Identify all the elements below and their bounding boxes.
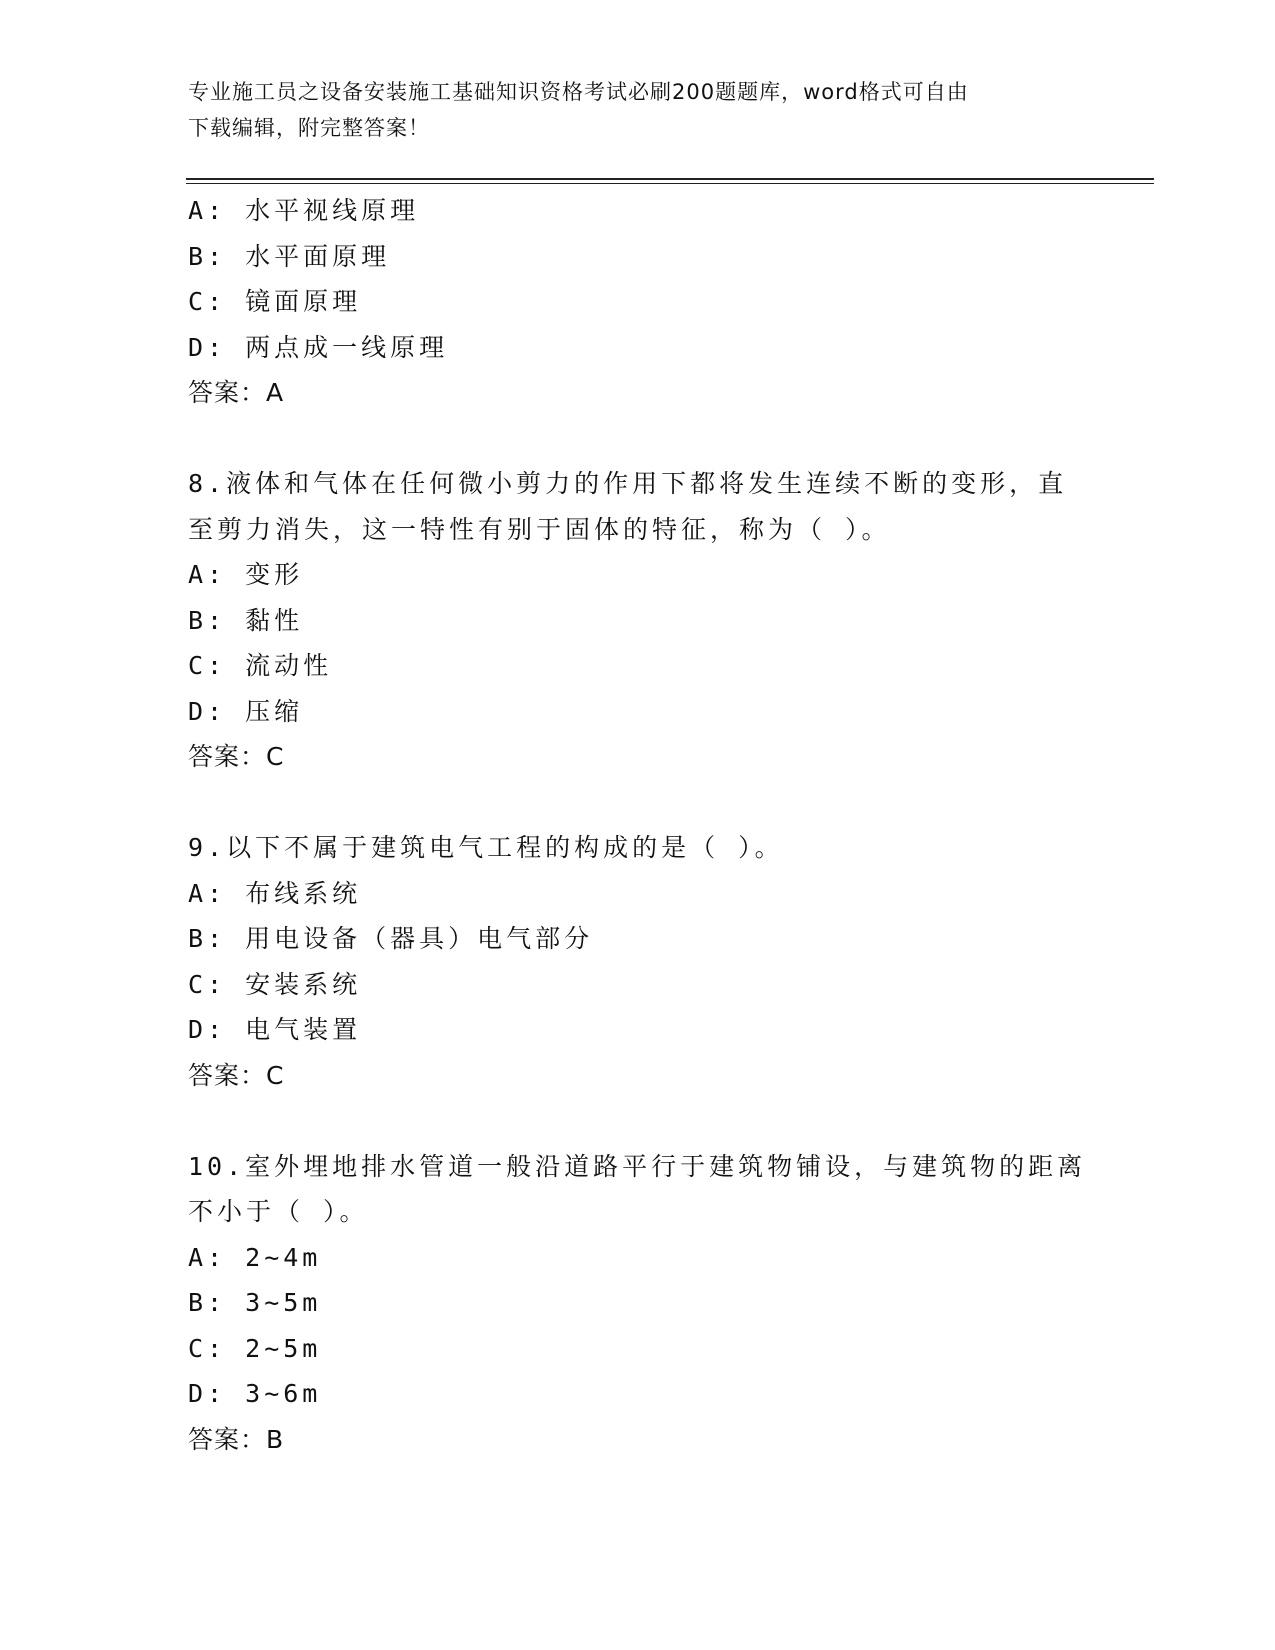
header-divider-thin [186,183,1154,184]
option-a: A: 变形 [188,560,304,589]
option-a: A: 水平视线原理 [188,196,420,225]
option-c: C: 2~5m [188,1333,322,1363]
option-d: D: 电气装置 [188,1015,362,1044]
option-c: C: 镜面原理 [188,287,362,316]
option-d: D: 两点成一线原理 [188,332,449,362]
option-c: C: 安装系统 [188,969,362,999]
answer: 答案：C [188,1060,285,1090]
option-a: A: 布线系统 [188,878,362,908]
option-a: A: 2~4m [188,1242,322,1272]
question-10 [188,1144,1088,1463]
option-b: B: 黏性 [188,605,304,635]
option-b: B: 水平面原理 [188,241,391,271]
option-b: B: 3~5m [188,1288,322,1317]
option-c: C: 流动性 [188,651,333,680]
option-b: B: 用电设备（器具）电气部分 [188,924,594,953]
header-line-2: 下载编辑，附完整答案！ [188,116,430,140]
question-8 [188,461,1088,780]
header-divider-thick [186,178,1154,180]
question-7 [188,188,1088,416]
question-stem: 10.室外埋地排水管道一般沿道路平行于建筑物铺设，与建筑物的距离 [188,1151,1087,1181]
question-stem: 8.液体和气体在任何微小剪力的作用下都将发生连续不断的变形，直 [188,469,1068,498]
option-d: D: 3~6m [188,1379,322,1408]
answer: 答案：B [188,1424,285,1454]
question-stem-cont: 至剪力消失，这一特性有别于固体的特征，称为（ ）。 [188,514,891,544]
question-list [188,188,1088,1462]
question-stem: 9.以下不属于建筑电气工程的构成的是（ ）。 [188,833,784,862]
question-stem-cont: 不小于（ ）。 [188,1197,369,1226]
question-9 [188,825,1088,1098]
answer: 答案：C [188,742,285,771]
header-line-1: 专业施工员之设备安装施工基础知识资格考试必刷200题题库，word格式可自由 [188,80,969,104]
answer: 答案：A [188,378,285,407]
document-header [188,74,1068,146]
option-d: D: 压缩 [188,696,304,726]
